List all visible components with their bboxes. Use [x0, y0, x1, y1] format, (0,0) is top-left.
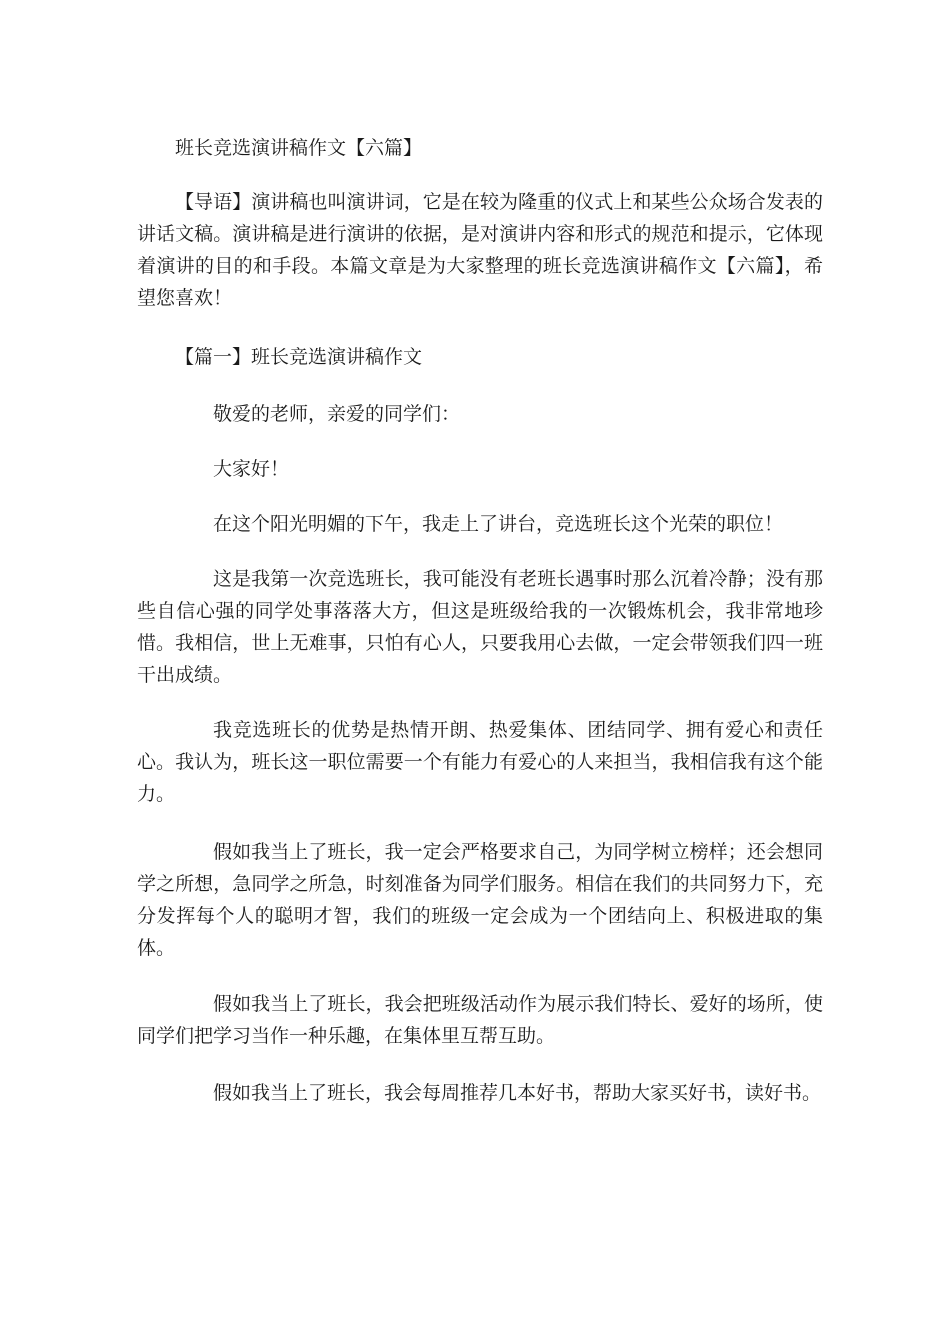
body-paragraph: 假如我当上了班长，我一定会严格要求自己，为同学树立榜样；还会想同学之所想，急同学之所急，时刻准备为同学们服务。相信在我们的共同努力下，充分发挥每个人的聪明才智，我们的班级一定会成为一个团结向上、积极进取的集体。 — [137, 841, 823, 959]
document-title: 班长竞选演讲稿作文【六篇】 — [175, 137, 423, 159]
section-heading: 【篇一】班长竞选演讲稿作文 — [175, 346, 423, 368]
body-paragraph: 在这个阳光明媚的下午，我走上了讲台，竞选班长这个光荣的职位！ — [213, 513, 784, 535]
body-paragraph: 假如我当上了班长，我会每周推荐几本好书，帮助大家买好书，读好书。 — [213, 1082, 822, 1104]
intro-paragraph: 【导语】演讲稿也叫演讲词，它是在较为隆重的仪式上和某些公众场合发表的讲话文稿。演讲稿是进行演讲的依据，是对演讲内容和形式的规范和提示，它体现着演讲的目的和手段。本篇文章是为大家整理的班长竞选演讲稿作文【六篇】，希望您喜欢！ — [137, 191, 823, 309]
body-paragraph: 这是我第一次竞选班长，我可能没有老班长遇事时那么沉着冷静；没有那些自信心强的同学处事落落大方，但这是班级给我的一次锻炼机会，我非常地珍惜。我相信，世上无难事，只怕有心人，只要我用心去做，一定会带领我们四一班干出成绩。 — [137, 568, 823, 686]
salutation-paragraph: 敬爱的老师，亲爱的同学们： — [213, 403, 461, 425]
greeting-paragraph: 大家好！ — [213, 458, 290, 480]
body-paragraph: 假如我当上了班长，我会把班级活动作为展示我们特长、爱好的场所，使同学们把学习当作一种乐趣，在集体里互帮互助。 — [137, 993, 823, 1047]
body-paragraph: 我竞选班长的优势是热情开朗、热爱集体、团结同学、拥有爱心和责任心。我认为，班长这一职位需要一个有能力有爱心的人来担当，我相信我有这个能力。 — [137, 719, 823, 805]
